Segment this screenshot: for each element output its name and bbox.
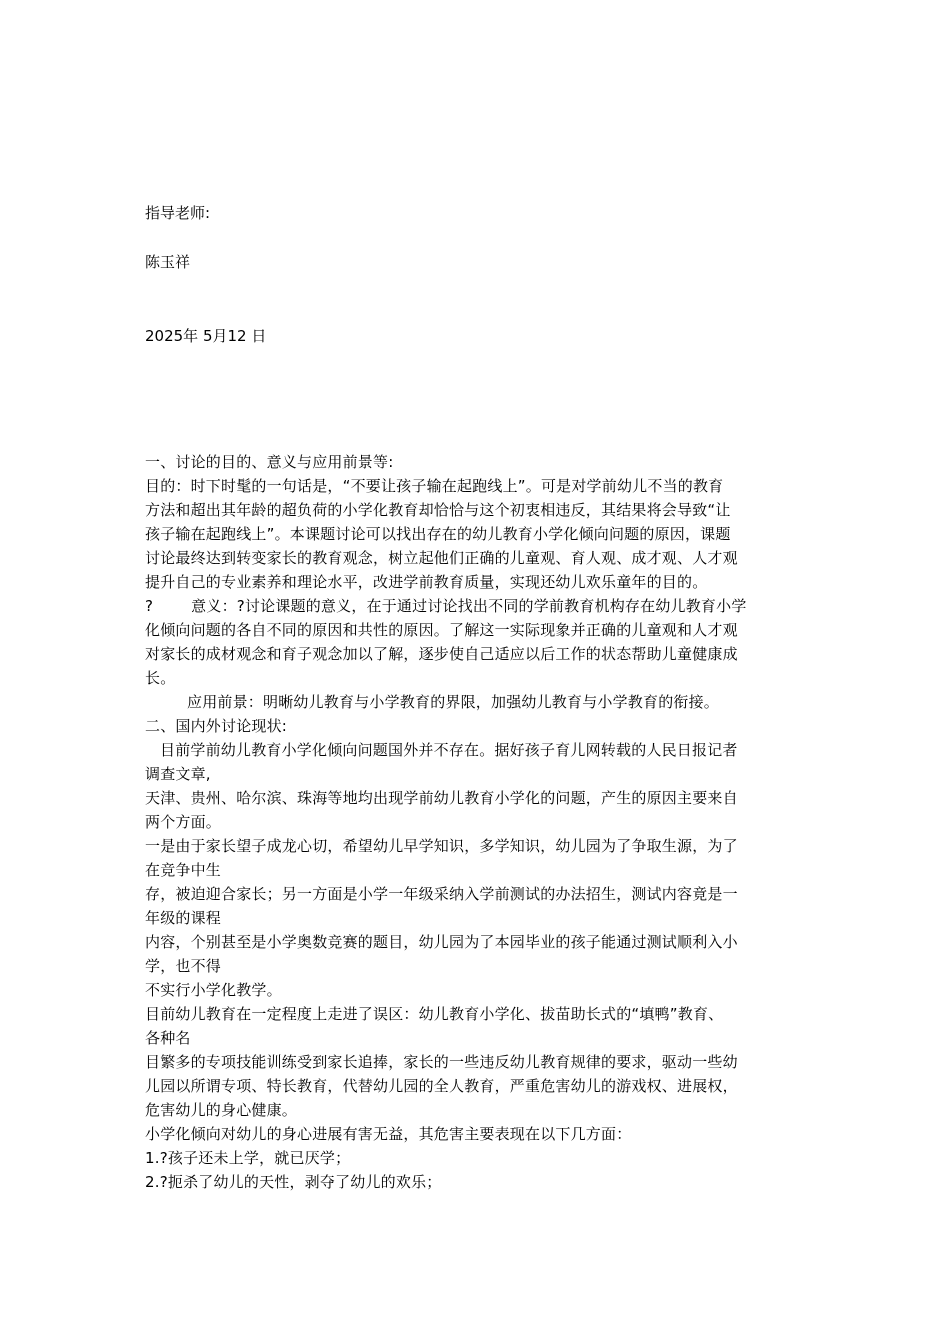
paragraph-line: 天津、贵州、哈尔滨、珠海等地均出现学前幼儿教育小学化的问题，产生的原因主要来自 [145, 789, 738, 807]
paragraph-line: 内容，个别甚至是小学奥数竞赛的题目，幼儿园为了本园毕业的孩子能通过测试顺利入小 [145, 933, 738, 951]
paragraph-line: 儿园以所谓专项、特长教育，代替幼儿园的全人教育，严重危害幼儿的游戏权、进展权， [145, 1077, 738, 1095]
paragraph-line: 一是由于家长望子成龙心切，希望幼儿早学知识，多学知识，幼儿园为了争取生源，为了 [145, 837, 738, 855]
paragraph-line: 目的：时下时髦的一句话是，“不要让孩子输在起跑线上”。可是对学前幼儿不当的教育 [145, 477, 724, 495]
advisor-name: 陈玉祥 [145, 253, 191, 271]
paragraph-line: 年级的课程 [145, 909, 222, 927]
paragraph-line: 方法和超出其年龄的超负荷的小学化教育却恰恰与这个初衷相违反，其结果将会导致“让 [145, 501, 731, 519]
paragraph-line: 孩子输在起跑线上”。本课题讨论可以找出存在的幼儿教育小学化倾向问题的原因，课题 [145, 525, 731, 543]
paragraph-line: 目繁多的专项技能训练受到家长追捧，家长的一些违反幼儿教育规律的要求，驱动一些幼 [145, 1053, 738, 1071]
application-line: 应用前景：明晰幼儿教育与小学教育的界限，加强幼儿教育与小学教育的衔接。 [187, 693, 720, 711]
meaning-text: 意义：?讨论课题的意义，在于通过讨论找出不同的学前教育机构存在幼儿教育小学 [191, 597, 747, 615]
list-item: 2.?扼杀了幼儿的天性，剥夺了幼儿的欢乐； [145, 1173, 442, 1191]
advisor-label: 指导老师: [145, 204, 211, 222]
paragraph-line: 讨论最终达到转变家长的教育观念，树立起他们正确的儿童观、育人观、成才观、人才观 [145, 549, 738, 567]
meaning-line [145, 594, 815, 618]
section-1-heading: 一、讨论的目的、意义与应用前景等: [145, 453, 394, 471]
paragraph-line: 长。 [145, 669, 176, 687]
paragraph-line: 不实行小学化教学。 [145, 981, 282, 999]
paragraph-line: 各种名 [145, 1029, 191, 1047]
paragraph-line: 在竞争中生 [145, 861, 222, 879]
paragraph-line: 提升自己的专业素养和理论水平，改进学前教育质量，实现还幼儿欢乐童年的目的。 [145, 573, 708, 591]
paragraph-line: 目前学前幼儿教育小学化倾向问题国外并不存在。据好孩子育儿网转载的人民日报记者 [160, 741, 738, 759]
meaning-marker: ? [145, 597, 154, 615]
section-2-heading: 二、国内外讨论现状: [145, 717, 288, 735]
paragraph-line: 化倾向问题的各自不同的原因和共性的原因。了解这一实际现象并正确的儿童观和人才观 [145, 621, 738, 639]
paragraph-line: 学，也不得 [145, 957, 222, 975]
document-date: 2025年 5月12 日 [145, 327, 267, 345]
paragraph-line: 存，被迫迎合家长；另一方面是小学一年级采纳入学前测试的办法招生，测试内容竟是一 [145, 885, 738, 903]
paragraph-line: 对家长的成材观念和育子观念加以了解，逐步使自己适应以后工作的状态帮助儿童健康成 [145, 645, 738, 663]
paragraph-line: 两个方面。 [145, 813, 222, 831]
paragraph-line: 目前幼儿教育在一定程度上走进了误区：幼儿教育小学化、拔苗助长式的“填鸭”教育、 [145, 1005, 724, 1023]
document-body [145, 450, 815, 1194]
paragraph-line: 小学化倾向对幼儿的身心进展有害无益，其危害主要表现在以下几方面： [145, 1125, 632, 1143]
paragraph-line: 危害幼儿的身心健康。 [145, 1101, 298, 1119]
paragraph-line: 调查文章, [145, 765, 211, 783]
list-item: 1.?孩子还未上学，就已厌学； [145, 1149, 351, 1167]
